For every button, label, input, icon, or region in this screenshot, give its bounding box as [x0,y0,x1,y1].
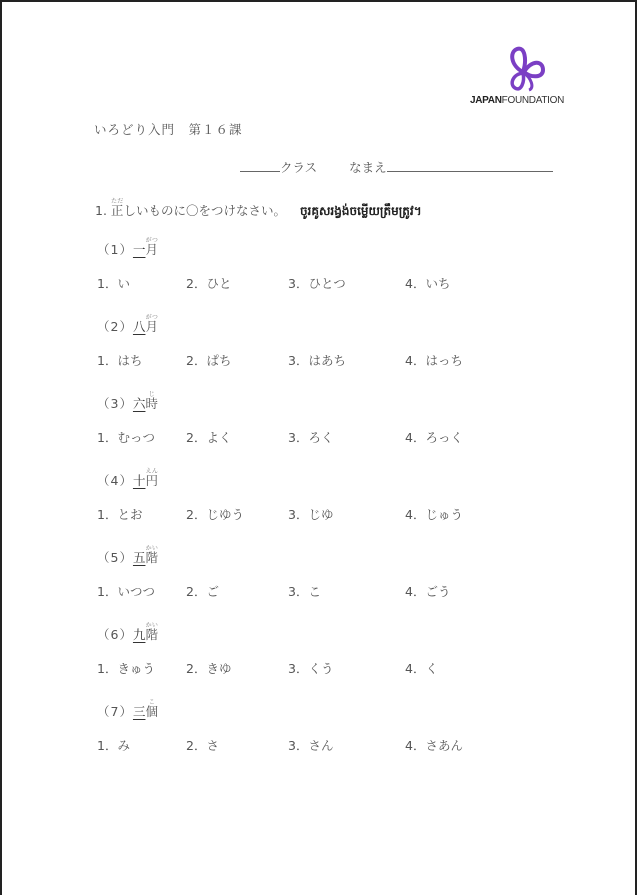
question-heading [97,237,158,258]
japan-foundation-logo [468,46,565,110]
answer-option[interactable]: 1．とお [97,507,143,522]
question-heading [97,622,158,643]
answer-option[interactable]: 4．はっち [405,353,463,368]
answer-option[interactable]: 4．じゅう [405,507,463,522]
target-kanji: 九 [132,627,146,642]
question-heading [97,545,158,566]
class-blank[interactable] [240,159,280,172]
instruction-number: 1. [95,203,107,218]
target-kanji: 五 [132,550,146,565]
question-number: （4） [97,473,133,488]
answer-option[interactable]: 1．きゅう [97,661,155,676]
answer-option[interactable]: 3．ひとつ [288,276,346,291]
answer-option[interactable]: 1．いつつ [97,584,155,599]
answer-option[interactable]: 1．むっつ [97,430,155,445]
answer-option[interactable]: 3．こ [288,584,321,599]
question-heading [97,468,158,489]
target-kanji: 八 [132,319,146,334]
answer-option[interactable]: 2．ご [186,584,219,599]
answer-option[interactable]: 3．ろく [288,430,334,445]
instruction-khmer: ចូរគូសរង្វង់ចម្លើយត្រឹមត្រូវ។ [299,204,422,218]
name-label: なまえ [349,160,387,175]
answer-option[interactable]: 4．ごう [405,584,451,599]
question-number: （6） [97,627,133,642]
answer-option[interactable]: 2．ひと [186,276,232,291]
name-blank[interactable] [387,159,553,172]
target-kanji: 一 [132,242,146,257]
logo-wordmark [470,95,564,106]
question-number: （5） [97,550,133,565]
name-class-line [240,158,553,176]
answer-option[interactable]: 4．いち [405,276,451,291]
instruction [95,198,422,221]
question-number: （2） [97,319,133,334]
kanji-with-furigana: 時じ [145,391,158,411]
target-kanji: 六 [132,396,146,411]
instruction-kanji: 正ただ [110,198,124,218]
answer-option[interactable]: 1．み [97,738,130,753]
class-label: クラス [280,160,318,175]
kanji-with-furigana: 円えん [145,468,158,488]
answer-option[interactable]: 1．はち [97,353,143,368]
question-number: （7） [97,704,133,719]
kanji-with-furigana: 階かい [145,622,158,642]
target-kanji: 三 [132,704,146,719]
question-number: （1） [97,242,133,257]
kanji-with-furigana: 月がつ [145,237,158,257]
answer-option[interactable]: 3．はあち [288,353,346,368]
answer-option[interactable]: 3．さん [288,738,334,753]
answer-option[interactable]: 2．ぱち [186,353,232,368]
answer-option[interactable]: 4．く [405,661,438,676]
kanji-with-furigana: 月がつ [145,314,158,334]
question-heading [97,391,158,412]
question-heading [97,699,158,720]
answer-option[interactable]: 2．さ [186,738,219,753]
question-heading [97,314,158,335]
answer-option[interactable]: 2．じゆう [186,507,244,522]
answer-option[interactable]: 2．よく [186,430,232,445]
butterfly-icon [501,46,547,94]
answer-option[interactable]: 4．ろっく [405,430,463,445]
logo-rest: FOUNDATION [501,95,565,106]
instruction-text: しいものに〇をつけなさい。 [123,203,286,218]
worksheet-title: いろどり入門 第１６課 [94,122,243,137]
question-number: （3） [97,396,133,411]
answer-option[interactable]: 3．じゆ [288,507,334,522]
target-kanji: 十 [132,473,146,488]
logo-bold: JAPAN [470,95,502,106]
answer-option[interactable]: 2．きゆ [186,661,232,676]
answer-option[interactable]: 1．い [97,276,130,291]
kanji-with-furigana: 階かい [145,545,158,565]
kanji-with-furigana: 個こ [145,699,158,719]
answer-option[interactable]: 3．くう [288,661,334,676]
answer-option[interactable]: 4．さあん [405,738,463,753]
